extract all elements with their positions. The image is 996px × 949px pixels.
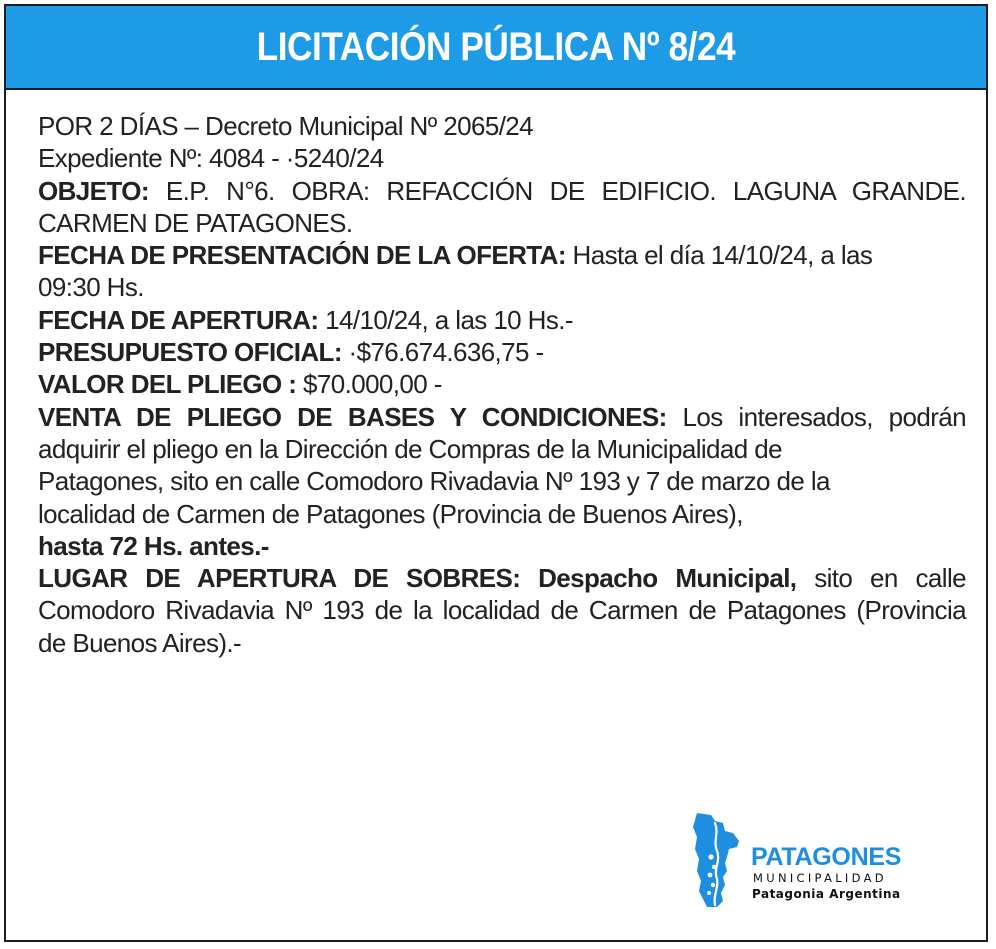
objeto-text: E.P. N°6. OBRA: REFACCIÓN DE EDIFICIO. LAGUNA GRANDE. [165, 175, 967, 206]
presupuesto-line [38, 336, 966, 368]
valor-line [38, 368, 966, 400]
fecha-presentacion-label: FECHA DE PRESENTACIÓN DE LA OFERTA: [38, 240, 566, 271]
venta-line [38, 401, 966, 433]
objeto-label: OBJETO: [38, 175, 149, 206]
notice-title: LICITACIÓN PÚBLICA Nº 8/24 [256, 24, 736, 69]
lugar-label: LUGAR DE APERTURA DE SOBRES: Despacho Municipal, [38, 563, 797, 594]
lugar-line [38, 562, 966, 594]
presupuesto-label: PRESUPUESTO OFICIAL: [38, 337, 342, 368]
patagones-map-icon [689, 811, 751, 911]
fecha-apertura-line [38, 304, 966, 336]
logo-tagline: Patagonia Argentina [752, 887, 901, 901]
notice-frame [4, 4, 988, 942]
objeto-line [38, 175, 966, 207]
logo-subtitle: MUNICIPALIDAD [753, 871, 887, 885]
logo-name: PATAGONES [751, 843, 902, 871]
notice-body [38, 110, 966, 659]
notice-header [6, 6, 986, 90]
decree-line: POR 2 DÍAS – Decreto Municipal Nº 2065/24 [38, 111, 534, 141]
valor-label: VALOR DEL PLIEGO : [38, 369, 297, 400]
venta-line-4: localidad de Carmen de Patagones (Provincia de Buenos Aires), [38, 498, 743, 529]
lugar-text: sito en calle [814, 563, 967, 594]
venta-text: Los interesados, podrán [682, 401, 967, 432]
fecha-presentacion-line-2: 09:30 Hs. [38, 272, 144, 303]
venta-label: VENTA DE PLIEGO DE BASES Y CONDICIONES: [38, 401, 667, 432]
valor-text: $70.000,00 - [303, 369, 442, 400]
venta-deadline: hasta 72 Hs. antes.- [38, 530, 269, 561]
objeto-line-2: CARMEN DE PATAGONES. [38, 207, 353, 238]
expediente-line: Expediente Nº: 4084 - ·5240/24 [38, 143, 384, 174]
fecha-apertura-label: FECHA DE APERTURA: [38, 304, 319, 335]
fecha-presentacion-text: Hasta el día 14/10/24, a las [572, 240, 873, 271]
lugar-line-2: Comodoro Rivadavia Nº 193 de la localidad de Carmen de Patagones (Provincia [38, 595, 966, 626]
lugar-line-3: de Buenos Aires).- [38, 627, 242, 658]
venta-line-3: Patagones, sito en calle Comodoro Rivadavia Nº 193 y 7 de marzo de la [38, 466, 830, 497]
venta-line-2: adquirir el pliego en la Dirección de Compras de la Municipalidad de [38, 433, 782, 464]
presupuesto-text: ·$76.674.636,75 - [348, 337, 544, 368]
fecha-apertura-text: 14/10/24, a las 10 Hs.- [325, 304, 573, 335]
fecha-presentacion-line [38, 239, 966, 271]
patagones-logo [689, 811, 929, 911]
